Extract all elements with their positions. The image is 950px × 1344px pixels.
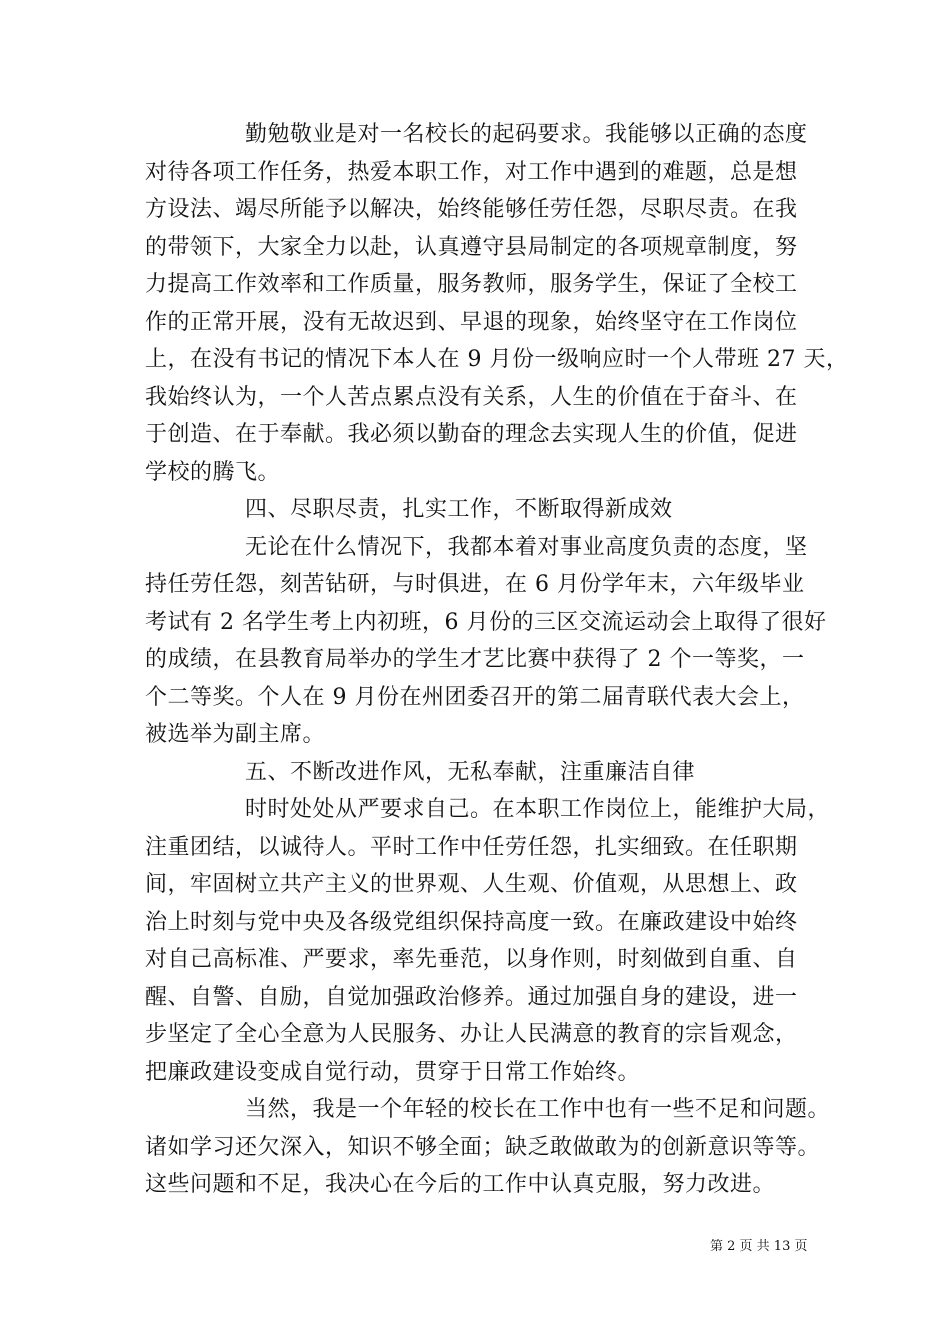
text-line: 方设法、竭尽所能予以解决，始终能够任劳任怨，尽职尽责。在我	[145, 197, 798, 222]
text-line: 考试有 2 名学生考上内初班，6 月份的三区交流运动会上取得了很好	[145, 610, 827, 635]
page-number-footer: 第 2 页 共 13 页	[710, 1239, 808, 1254]
text-line: 于创造、在于奉献。我必须以勤奋的理念去实现人生的价值，促进	[145, 422, 798, 447]
section-heading: 五、不断改进作风，无私奉献，注重廉洁自律	[245, 760, 696, 785]
text-line: 个二等奖。个人在 9 月份在州团委召开的第二届青联代表大会上，	[145, 685, 805, 710]
text-line: 被选举为副主席。	[145, 722, 326, 747]
text-line: 力提高工作效率和工作质量，服务教师，服务学生，保证了全校工	[145, 272, 798, 297]
text-line: 治上时刻与党中央及各级党组织保持高度一致。在廉政建设中始终	[145, 910, 798, 935]
text-line: 醒、自警、自励，自觉加强政治修养。通过加强自身的建设，进一	[145, 985, 798, 1010]
text-line: 时时处处从严要求自己。在本职工作岗位上，能维护大局，	[245, 797, 831, 822]
text-line: 这些问题和不足，我决心在今后的工作中认真克服，努力改进。	[145, 1172, 776, 1197]
text-line: 注重团结，以诚待人。平时工作中任劳任怨，扎实细致。在任职期	[145, 835, 798, 860]
text-line: 的成绩，在县教育局举办的学生才艺比赛中获得了 2 个一等奖，一	[145, 647, 805, 672]
text-line: 步坚定了全心全意为人民服务、办让人民满意的教育的宗旨观念，	[145, 1022, 798, 1047]
text-line: 把廉政建设变成自觉行动，贯穿于日常工作始终。	[145, 1060, 641, 1085]
text-line: 上，在没有书记的情况下本人在 9 月份一级响应时一个人带班 27 天，	[145, 347, 849, 372]
text-line: 诸如学习还欠深入，知识不够全面；缺乏敢做敢为的创新意识等等。	[145, 1135, 821, 1160]
text-line: 的带领下，大家全力以赴，认真遵守县局制定的各项规章制度，努	[145, 235, 798, 260]
text-line: 当然，我是一个年轻的校长在工作中也有一些不足和问题。	[245, 1097, 831, 1122]
text-line: 对自己高标准、严要求，率先垂范，以身作则，时刻做到自重、自	[145, 947, 798, 972]
text-line: 作的正常开展，没有无故迟到、早退的现象，始终坚守在工作岗位	[145, 310, 798, 335]
text-line: 学校的腾飞。	[145, 460, 281, 485]
text-line: 勤勉敬业是对一名校长的起码要求。我能够以正确的态度	[245, 122, 808, 147]
text-line: 间，牢固树立共产主义的世界观、人生观、价值观，从思想上、政	[145, 872, 798, 897]
text-line: 我始终认为，一个人苦点累点没有关系，人生的价值在于奋斗、在	[145, 385, 798, 410]
text-line: 持任劳任怨，刻苦钻研，与时俱进，在 6 月份学年末，六年级毕业	[145, 572, 805, 597]
text-line: 无论在什么情况下，我都本着对事业高度负责的态度，坚	[245, 535, 808, 560]
text-line: 对待各项工作任务，热爱本职工作，对工作中遇到的难题，总是想	[145, 160, 798, 185]
section-heading: 四、尽职尽责，扎实工作，不断取得新成效	[245, 497, 673, 522]
